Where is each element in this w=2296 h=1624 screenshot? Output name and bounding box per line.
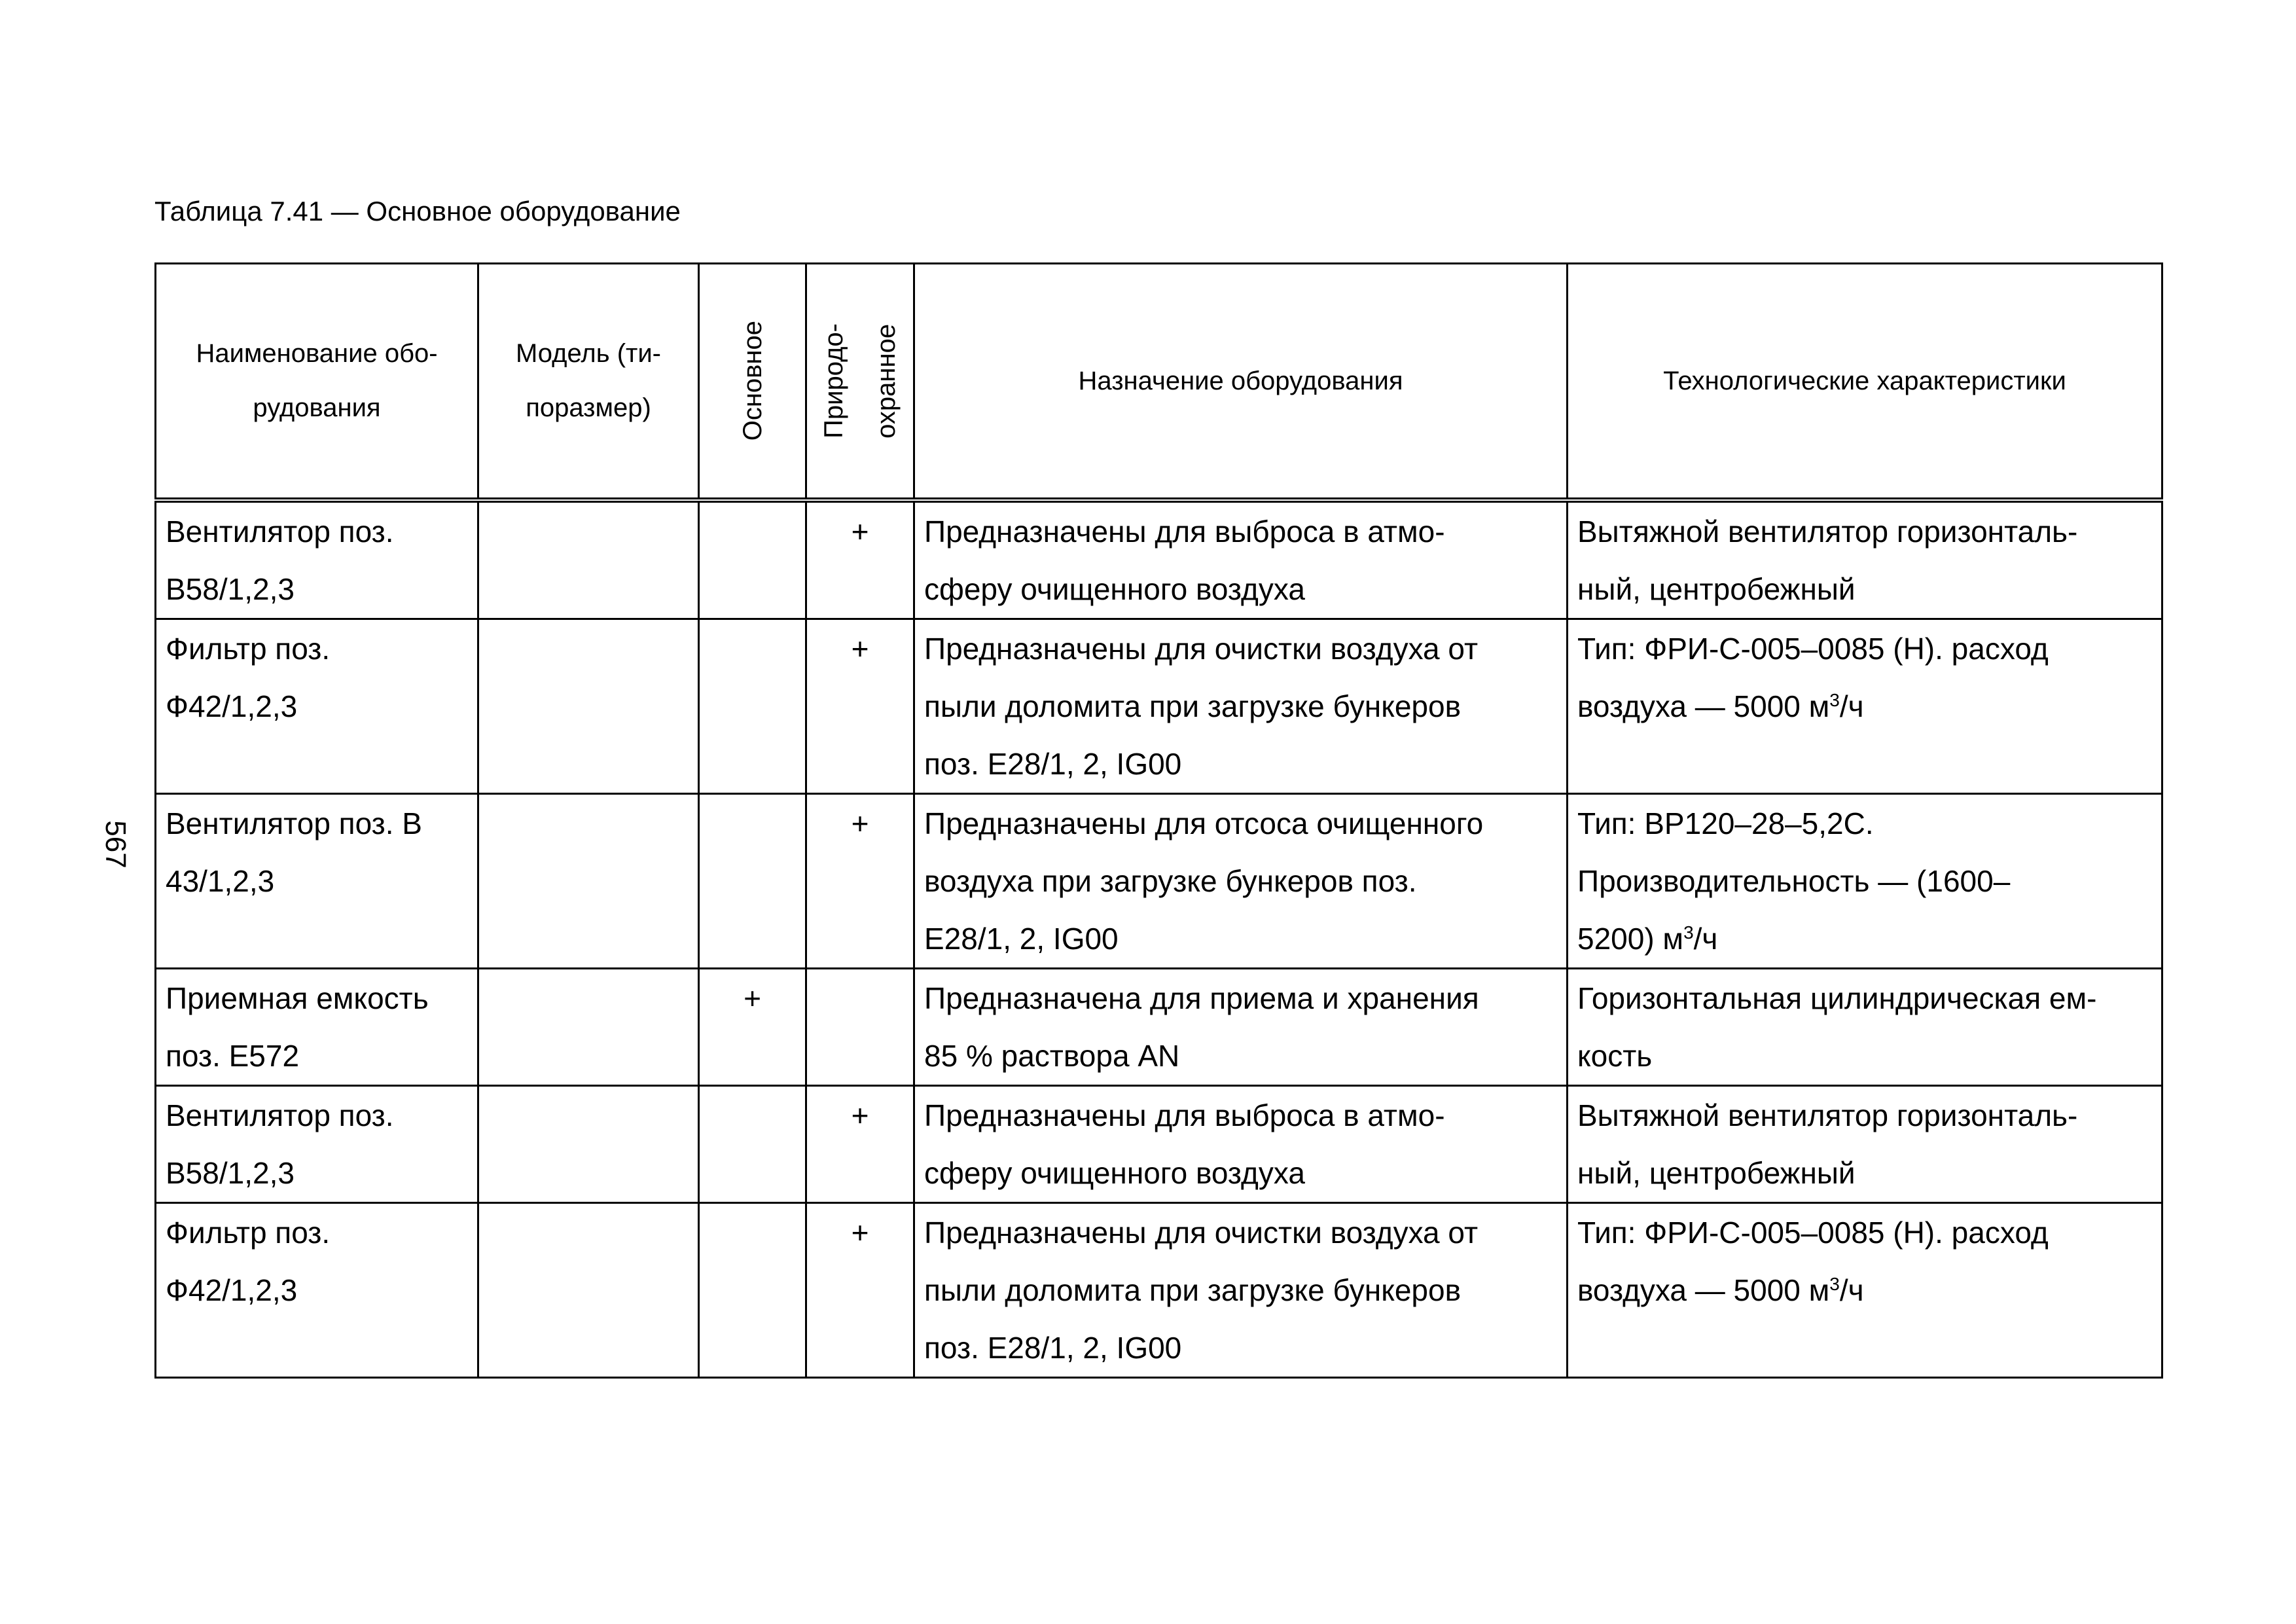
cell-purpose: Предназначены для выброса в атмо- сферу очищенного воздуха xyxy=(914,1086,1568,1203)
table-row xyxy=(156,500,2162,619)
cell-main xyxy=(699,1086,806,1203)
cell-purpose: Предназначены для очистки воздуха от пыли доломита при загрузке бункеров поз. Е28/1, 2, IG00 xyxy=(914,1203,1568,1378)
cell-equipment-name: Фильтр поз. Ф42/1,2,3 xyxy=(156,619,478,794)
page-number: 567 xyxy=(99,820,132,869)
header-main: Основное xyxy=(699,264,806,501)
cell-tech-characteristics: Вытяжной вентилятор горизонталь- ный, центробежный xyxy=(1568,500,2162,619)
cell-equipment-name: Вентилятор поз. В 43/1,2,3 xyxy=(156,794,478,969)
header-row xyxy=(156,264,2162,501)
cell-model xyxy=(478,500,699,619)
cell-equipment-name: Вентилятор поз. В58/1,2,3 xyxy=(156,500,478,619)
cell-tech-characteristics: Тип: ВР120–28–5,2С. Производительность — (1600– 5200) $м^3/ч$ xyxy=(1568,794,2162,969)
table-row xyxy=(156,1086,2162,1203)
header-tech-characteristics: Технологические характеристики xyxy=(1568,264,2162,501)
cell-main xyxy=(699,794,806,969)
cell-model xyxy=(478,794,699,969)
equipment-table xyxy=(154,262,2163,1379)
cell-purpose: Предназначены для выброса в атмо- сферу очищенного воздуха xyxy=(914,500,1568,619)
cell-environmental: + xyxy=(806,619,914,794)
cell-equipment-name: Приемная емкость поз. Е572 xyxy=(156,969,478,1086)
cell-main xyxy=(699,619,806,794)
cell-model xyxy=(478,969,699,1086)
cell-equipment-name: Фильтр поз. Ф42/1,2,3 xyxy=(156,1203,478,1378)
cell-environmental: + xyxy=(806,1086,914,1203)
cell-environmental: + xyxy=(806,794,914,969)
cell-model xyxy=(478,619,699,794)
table-row xyxy=(156,619,2162,794)
header-environmental: Природо- охранное xyxy=(806,264,914,501)
cell-environmental: + xyxy=(806,500,914,619)
cell-purpose: Предназначены для очистки воздуха от пыли доломита при загрузке бункеров поз. Е28/1, 2, IG00 xyxy=(914,619,1568,794)
cell-tech-characteristics: Тип: ФРИ-С-005–0085 (Н). расход воздуха — 5000 $м^3/ч$ xyxy=(1568,619,2162,794)
header-purpose: Назначение оборудования xyxy=(914,264,1568,501)
cell-main: + xyxy=(699,969,806,1086)
cell-main xyxy=(699,1203,806,1378)
table-row xyxy=(156,1203,2162,1378)
cell-main xyxy=(699,500,806,619)
cell-tech-characteristics: Горизонтальная цилиндрическая ем- кость xyxy=(1568,969,2162,1086)
header-equipment-name: Наименование обо- рудования xyxy=(156,264,478,501)
cell-tech-characteristics: Тип: ФРИ-С-005–0085 (Н). расход воздуха — 5000 $м^3/ч$ xyxy=(1568,1203,2162,1378)
cell-purpose: Предназначена для приема и хранения 85 % раствора AN xyxy=(914,969,1568,1086)
table-row xyxy=(156,794,2162,969)
header-model: Модель (ти- поразмер) xyxy=(478,264,699,501)
cell-environmental: + xyxy=(806,1203,914,1378)
cell-purpose: Предназначены для отсоса очищенного воздуха при загрузке бункеров поз. Е28/1, 2, IG00 xyxy=(914,794,1568,969)
cell-equipment-name: Вентилятор поз. В58/1,2,3 xyxy=(156,1086,478,1203)
table-row xyxy=(156,969,2162,1086)
cell-model xyxy=(478,1203,699,1378)
cell-environmental xyxy=(806,969,914,1086)
cell-model xyxy=(478,1086,699,1203)
table-caption: Таблица 7.41 — Основное оборудование xyxy=(154,196,681,226)
cell-tech-characteristics: Вытяжной вентилятор горизонталь- ный, центробежный xyxy=(1568,1086,2162,1203)
